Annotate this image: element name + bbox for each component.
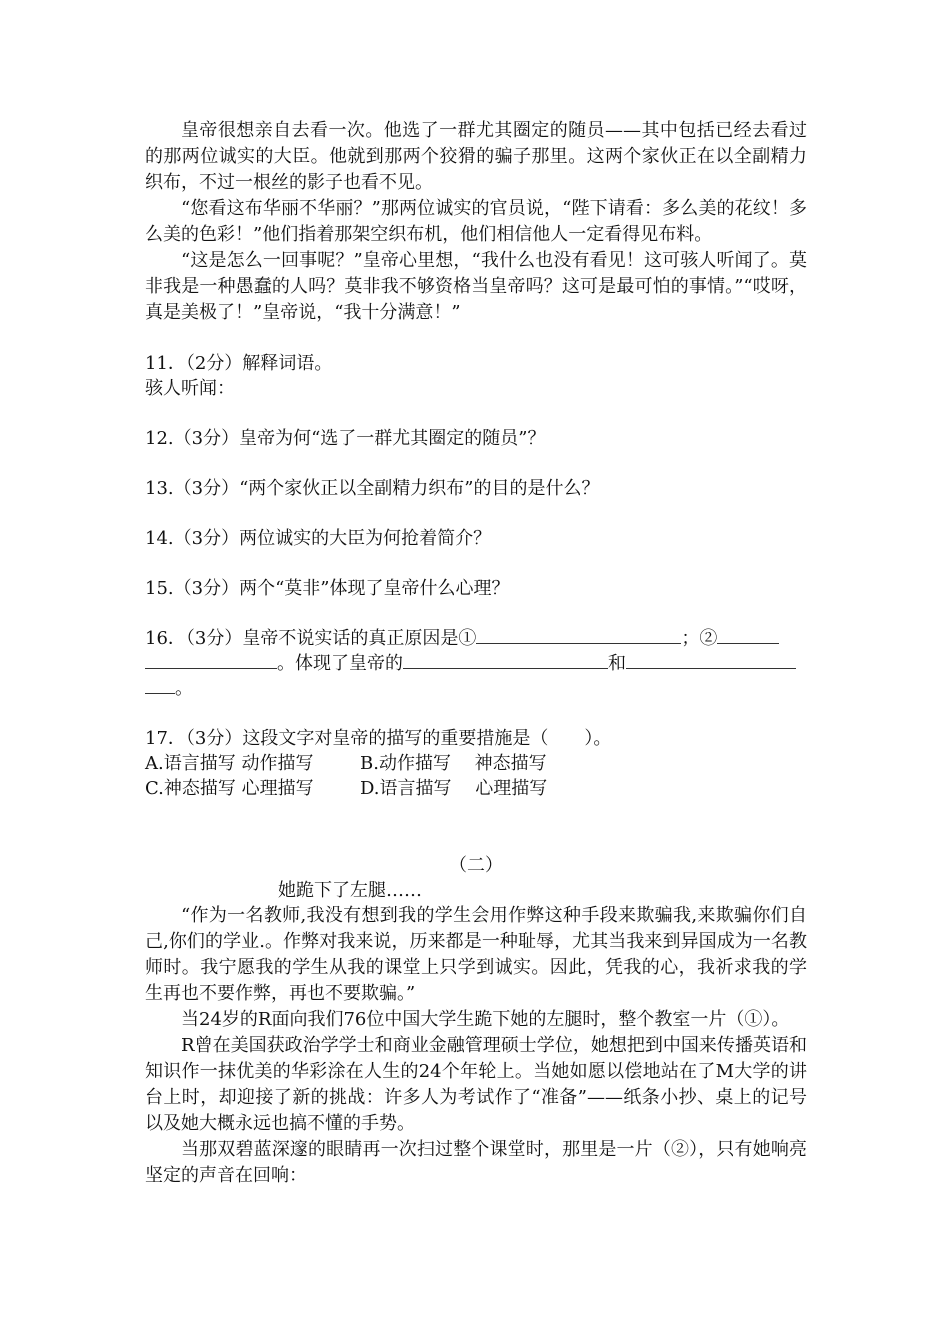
question-11-word: 骇人听闻： (145, 378, 235, 399)
section-heading: （二） (449, 855, 503, 876)
option-a[interactable]: A.语言描写 动作描写 (145, 753, 314, 774)
question-16-text-e: 。 (175, 678, 193, 699)
question-17: 17．（3分）这段文字对皇帝的描写的重要措施是（ ）。 (145, 728, 612, 749)
question-17-options (145, 751, 807, 801)
option-d[interactable]: D.语言描写 心理描写 (360, 778, 548, 799)
passage2-paragraph-2: 当24岁的R面向我们76位中国大学生跪下她的左腿时，整个教室一片（①）。 (181, 1009, 790, 1030)
option-b[interactable]: B.动作描写 神态描写 (360, 753, 547, 774)
document-page (145, 118, 807, 1189)
answer-blank-4[interactable] (626, 654, 796, 669)
passage2-paragraph-3: R曾在美国获政治学学士和商业金融管理硕士学位，她想把到中国来传播英语和知识作一抹优美的华彩涂在人生的24个年轮上。当她如愿以偿地站在了M大学的讲台上时，却迎接了新的挑战：许多人为考试作了“准备”——纸条小抄、桌上的记号以及她大概永远也搞不懂的手势。 (145, 1035, 807, 1134)
question-16-text-b: ；② (681, 628, 718, 649)
answer-blank-2[interactable] (717, 629, 779, 644)
spacer (145, 551, 807, 576)
spacer (145, 326, 807, 351)
answer-blank-1[interactable] (476, 629, 681, 644)
question-16-text-a: 16．（3分）皇帝不说实话的真正原因是① (145, 628, 477, 649)
spacer (145, 451, 807, 476)
answer-blank-3[interactable] (403, 654, 608, 669)
option-c[interactable]: C.神态描写 心理描写 (145, 778, 314, 799)
passage2-paragraph-1: “作为一名教师,我没有想到我的学生会用作弊这种手段来欺骗我,来欺骗你们自己,你们的学业.。作弊对我来说，历来都是一种耻辱，尤其当我来到异国成为一名教师时。我宁愿我的学生从我的课堂上只学到诚实。因此，凭我的心，我祈求我的学生再也不要作弊，再也不要欺骗。” (145, 905, 807, 1004)
passage1-paragraph-2: “您看这布华丽不华丽？”那两位诚实的官员说，“陛下请看：多么美的花纹！多么美的色彩！”他们指着那架空织布机，他们相信他人一定看得见布料。 (145, 198, 807, 245)
question-14: 14.（3分）两位诚实的大臣为何抢着简介？ (145, 528, 492, 549)
spacer (145, 801, 807, 853)
question-12: 12.（3分）皇帝为何“选了一群尤其圈定的随员”？ (145, 428, 546, 449)
spacer (145, 401, 807, 426)
spacer (145, 701, 807, 726)
answer-blank-4-continued[interactable] (145, 679, 175, 694)
question-13: 13.（3分）“两个家伙正以全副精力织布”的目的是什么？ (145, 478, 600, 499)
question-11: 11．（2分）解释词语。 (145, 353, 333, 374)
question-16 (145, 626, 807, 701)
passage2-paragraph-4: 当那双碧蓝深邃的眼睛再一次扫过整个课堂时，那里是一片（②），只有她响亮坚定的声音在回响： (145, 1139, 807, 1186)
answer-blank-2-continued[interactable] (145, 654, 277, 669)
spacer (145, 501, 807, 526)
question-15: 15.（3分）两个“莫非”体现了皇帝什么心理？ (145, 578, 510, 599)
question-16-text-c: 。体现了皇帝的 (277, 653, 403, 674)
passage-title: 她跪下了左腿…… (278, 880, 422, 901)
spacer (145, 601, 807, 626)
question-16-text-d: 和 (608, 653, 626, 674)
passage1-paragraph-1: 皇帝很想亲自去看一次。他选了一群尤其圈定的随员——其中包括已经去看过的那两位诚实的大臣。他就到那两个狡猾的骗子那里。这两个家伙正在以全副精力织布，不过一根丝的影子也看不见。 (145, 120, 807, 193)
passage1-paragraph-3: “这是怎么一回事呢？”皇帝心里想，“我什么也没有看见！这可骇人听闻了。莫非我是一种愚蠢的人吗？莫非我不够资格当皇帝吗？这可是最可怕的事情。”“哎呀，真是美极了！”皇帝说，“我十分满意！” (145, 250, 807, 323)
